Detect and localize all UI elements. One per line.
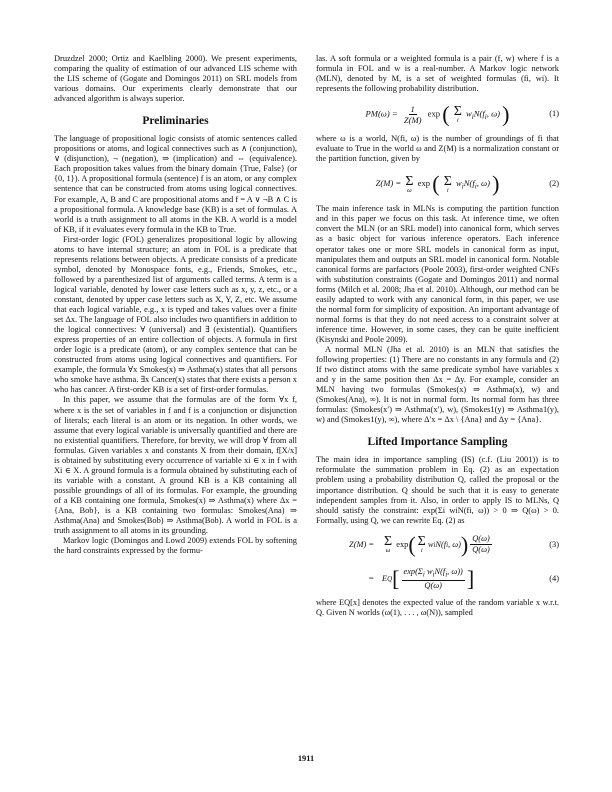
paragraph-normal-mln: A normal MLN (Jha et al. 2010) is an MLN that satisfies the following properties: (1) There are no constants in any formula and (2) If two distinct atoms with the same predicate symbol have variables x and y in the same position then Δx = Δy. For example, consider an MLN having two formulas (Smokes(x) ⇒ Asthma(x), w) and (Smokes(Ana), ∞). It is not in normal form. Its normal form has three formulas: (Smokes(x′) ⇒ Asthma(x′), w), (Smokes1(y) ⇒ Asthma1(y), w) and (Smokes1(y), ∞), where Δ′x = Δx \ {Ana} and Δy = {Ana}. [316, 344, 559, 425]
intro-paragraph: Druzdzel 2000; Ortiz and Kaelbling 2000). We present experiments, comparing the quality of estimation of our advanced LIS scheme with the LIS scheme of (Gogate and Domingos 2011) on SRL models from various domains. Our experiments clearly demonstrate that our advanced algorithm is always superior. [54, 54, 297, 104]
summation-symbol: Σ ω [384, 534, 393, 555]
page-number: 1911 [297, 754, 315, 763]
equation-3-lhs: Z(M) = [349, 539, 374, 549]
equation-2-number: (2) [549, 179, 559, 189]
paragraph-propositional-logic: The language of propositional logic consists of atomic sentences called propositions or atoms, and logical connectives such as ∧ (conjunction), ∨ (disjunction), ¬ (negation), ⇒ (implication) and ⇔ (equivalence). Each proposition takes values from the binary domain {True, False} (or {0, 1}). A propositional formula (sentence) f is an atom, or any complex sentence that can be constructed from atoms using logical connectives. For example, A, B and C are propositional atoms and f = A ∨ ¬B ∧ C is a propositional formula. A knowledge base (KB) is a set of formulas. A world is a truth assignment to all atoms in the KB. A world is a model of KB, if it evaluates every formula in the KB to True. [54, 134, 297, 234]
equation-2: Z(M) = Σ ω exp ( Σ i $w_iN(f_i$, ω) ) (2) [375, 171, 559, 197]
paragraph-first-order-logic: First-order logic (FOL) generalizes propositional logic by allowing atoms to have internal structure; an atom in FOL is a predicate that represents relations between objects. A predicate consists of a predicate symbol, denoted by Monospace fonts, e.g., Friends, Smokes, etc., followed by a parenthesized list of arguments called terms. A term is a logical variable, denoted by lower case letters such as x, y, z, etc., or a constant, denoted by upper case letters such as X, Y, Z, etc. We assume that each logical variable, e.g., x is typed and takes values over a finite set Δx. The language of FOL also includes two quantifiers in addition to the logical connectives: ∀ (universal) and ∃ (existential). Quantifiers express properties of an entire collection of objects. A formula in first order logic is a predicate (atom), or any complex sentence that can be constructed from atoms using logical connectives and quantifiers. For example, the formula ∀x Smokes(x) ⇒ Asthma(x) states that all persons who smoke have asthma. ∃x Cancer(x) states that there exists a person x who has cancer. A first-order KB is a set of first-order formulas. [54, 234, 297, 395]
equation-1-number: (1) [549, 109, 559, 119]
summation-symbol: Σ i [417, 534, 426, 555]
equation-2-lhs: Z(M) = [375, 178, 402, 189]
paragraph-importance-sampling: The main idea in importance sampling (IS) (c.f. (Liu 2001)) is to reformulate the summation problem in Eq. (2) as an expectation problem using a probability distribution Q, called the proposal or the importance distribution. Q should be such that it is easy to generate independent samples from it. Also, in order to apply IS to MLNs, Q should satisfy the constraint: exp(Σi wiN(fi, ω)) > 0 ⇒ Q(ω) > 0. Formally, using Q, we can rewrite Eq. (2) as [316, 455, 559, 525]
paragraph-formula-assumptions: In this paper, we assume that the formulas are of the form ∀x f, where x is the set of variables in f and f is a conjunction or disjunction of literals; each literal is an atom or its negation. In other words, we assume that every logical variable is universally quantified and there are no existential quantifiers. Therefore, for brevity, we will drop ∀ from all formulas. Given variables x and constants X from their domain, f[X/x] is obtained by substituting every occurrence of variable xi ∈ x in f with Xi ∈ X. A ground formula is a formula obtained by substituting each of its variable with a constant. A ground KB is a KB containing all possible groundings of all of its formulas. For example, the grounding of a KB containing one formula, Smokes(x) ⇒ Asthma(x) where Δx = {Ana, Bob}, is a KB containing two formulas: Smokes(Ana) ⇒ Asthma(Ana) and Smokes(Bob) ⇒ Asthma(Bob). A world in FOL is a truth assignment to all atoms in its grounding. [54, 395, 297, 536]
paragraph-partition-function: where ω is a world, N(fi, ω) is the number of groundings of fi that evaluate to True in the world ω and Z(M) is a normalization constant or the partition function, given by [316, 134, 559, 164]
equation-1-lhs: PM(ω) = [365, 108, 398, 119]
paragraph-soft-formula: las. A soft formula or a weighted formula is a pair (f, w) where f is a formula in FOL and w is a real-number. A Markov logic network (MLN), denoted by M, is a set of weighted formulas (fi, wi). It represents the following probability distribution. [316, 54, 559, 94]
paragraph-expected-value: where EQ[x] denotes the expected value of the random variable x w.r.t. Q. Given N worlds (ω(1), . . . , ω(N)), sampled [316, 597, 559, 617]
equation-4-lhs: = [368, 573, 374, 583]
summation-symbol: Σ ω [405, 173, 414, 194]
equation-4-number: (4) [549, 573, 559, 583]
equation-1: PM(ω) = $\frac{1}{Z(M)}$ exp ( Σ i $w_iN(f_i$, ω) ) (1) [365, 101, 559, 127]
right-column [316, 54, 559, 618]
section-heading-lifted-importance-sampling: Lifted Importance Sampling [367, 436, 508, 449]
equation-3-number: (3) [549, 539, 559, 549]
summation-symbol: Σ i [453, 103, 462, 124]
left-column [54, 54, 297, 556]
equation-4: = E Q [ $\frac{\exp(\Sigma_i w_iN(f_i, \omega))}{Q(\omega)}$ ] (4) [316, 564, 559, 594]
paragraph-inference-task: The main inference task in MLNs is computing the partition function and in this paper we focus on this task. At inference time, we often convert the MLN (or an SRL model) into canonical form, which serves as a basic object for various inference operators. Each inference operator takes one or more SRL models in canonical form as input, manipulates them and outputs an SRL model in canonical form. Notable canonical forms are parfactors (Poole 2003), first-order weighted CNFs with substitution constraints (Gogate and Domingos 2011) and normal forms (Milch et al. 2008; Jha et al. 2010). Although, our method can be easily adapted to work with any canonical form, in this paper, we use the normal form for simplicity of exposition. An important advantage of normal forms is that they do not need access to a constraint solver at inference time. However, in some cases, they can be quite inefficient (Kisynski and Poole 2009). [316, 204, 559, 344]
section-heading-preliminaries: Preliminaries [142, 115, 209, 128]
equation-1-fraction: $\frac{1}{Z(M)}$ [403, 103, 422, 125]
summation-symbol: Σ i [443, 173, 452, 194]
equation-3: Z(M) = Σ ω exp ( Σ i w i N(f i , ω) ) $\frac{Q(\omega)}{Q(\omega)}$ (3) [316, 530, 559, 560]
equation-4-fraction: $\frac{\exp(\Sigma_i w_iN(f_i, \omega))}{Q(\omega)}$ [403, 566, 463, 590]
paragraph-markov-logic: Markov logic (Domingos and Lowd 2009) extends FOL by softening the hard constraints expressed by the formu- [54, 536, 297, 556]
equation-3-fraction: $\frac{Q(\omega)}{Q(\omega)}$ [472, 534, 490, 555]
